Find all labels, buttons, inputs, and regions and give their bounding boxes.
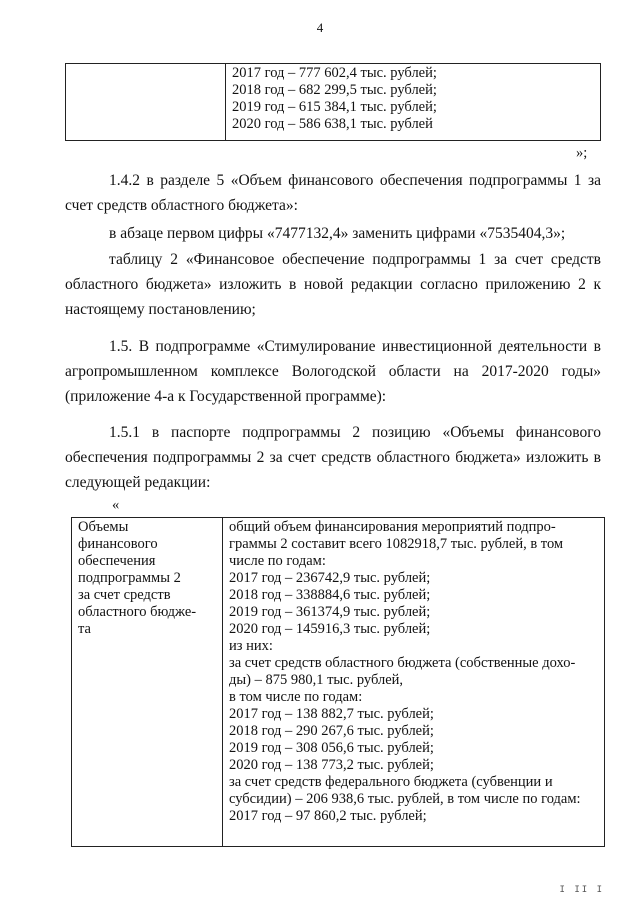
- table1-line: 2017 год – 777 602,4 тыс. рублей;: [232, 65, 437, 81]
- table2-left-line: областного бюдже-: [78, 604, 197, 620]
- opening-quote: «: [112, 497, 120, 513]
- table1-line: 2020 год – 586 638,1 тыс. рублей: [232, 116, 433, 132]
- table2-right-line: 2017 год – 138 882,7 тыс. рублей;: [229, 706, 434, 722]
- paragraph-first-paragraph-change: в абзаце первом цифры «7477132,4» заменить цифрами «7535404,3»;: [109, 225, 566, 242]
- table1-right-cell: [226, 64, 601, 141]
- financing-table-continuation: [65, 63, 601, 141]
- table1-left-cell: [66, 64, 226, 141]
- table2-right-line: 2018 год – 338884,6 тыс. рублей;: [229, 587, 431, 603]
- table2-right-line: числе по годам:: [229, 553, 326, 569]
- table1-line: 2018 год – 682 299,5 тыс. рублей;: [232, 82, 437, 98]
- table2-right-line: 2019 год – 361374,9 тыс. рублей;: [229, 604, 431, 620]
- table2-right-line: за счет средств федерального бюджета (субвенции и: [229, 774, 553, 790]
- table2-left-line: та: [78, 621, 91, 637]
- closing-quote: »;: [576, 145, 588, 161]
- table2-right-line: общий объем финансирования мероприятий подпро-: [229, 519, 556, 535]
- subprogram-2-financing-table: [71, 517, 605, 847]
- table2-left-line: финансового: [78, 536, 158, 552]
- table2-right-line: граммы 2 составит всего 1082918,7 тыс. рублей, в том: [229, 536, 564, 552]
- table2-right-cell: [223, 518, 605, 847]
- table2-left-cell: [72, 518, 223, 847]
- table1-line: 2019 год – 615 384,1 тыс. рублей;: [232, 99, 437, 115]
- scan-mark: I II I: [559, 885, 604, 895]
- table2-right-line: 2020 год – 145916,3 тыс. рублей;: [229, 621, 431, 637]
- table2-right-line: 2019 год – 308 056,6 тыс. рублей;: [229, 740, 434, 756]
- table2-right-line: из них:: [229, 638, 273, 654]
- table2-left-line: обеспечения: [78, 553, 156, 569]
- paragraph-table-2: таблицу 2 «Финансовое обеспечение подпрограммы 1 за счет средств областного бюджета» изложить в новой редакции согласно приложению 2 к настоящему постановлению;: [65, 251, 601, 318]
- table2-right-line: субсидии) – 206 938,6 тыс. рублей, в том числе по годам:: [229, 791, 581, 807]
- table2-right-line: ды) – 875 980,1 тыс. рублей,: [229, 672, 404, 688]
- paragraph-1-5: 1.5. В подпрограмме «Стимулирование инвестиционной деятельности в агропромышленном комплексе Вологодской области на 2017-2020 годы» (приложение 4-а к Государственной программе):: [65, 338, 601, 405]
- table2-right-line: 2020 год – 138 773,2 тыс. рублей;: [229, 757, 434, 773]
- table2-left-line: Объемы: [78, 519, 129, 535]
- paragraph-1-5-1: 1.5.1 в паспорте подпрограммы 2 позицию «Объемы финансового обеспечения подпрограммы 2 за счет средств областного бюджета» изложить в следующей редакции:: [65, 424, 601, 491]
- table2-right-line: за счет средств областного бюджета (собственные дохо-: [229, 655, 576, 671]
- table2-right-line: в том числе по годам:: [229, 689, 363, 705]
- table2-right-line: 2017 год – 97 860,2 тыс. рублей;: [229, 808, 427, 824]
- paragraph-1-4-2: 1.4.2 в разделе 5 «Объем финансового обеспечения подпрограммы 1 за счет средств областного бюджета»:: [65, 172, 601, 214]
- table2-right-line: 2018 год – 290 267,6 тыс. рублей;: [229, 723, 434, 739]
- table2-right-line: 2017 год – 236742,9 тыс. рублей;: [229, 570, 431, 586]
- table2-left-line: за счет средств: [78, 587, 171, 603]
- page-number: 4: [316, 20, 324, 35]
- table2-left-line: подпрограммы 2: [78, 570, 181, 586]
